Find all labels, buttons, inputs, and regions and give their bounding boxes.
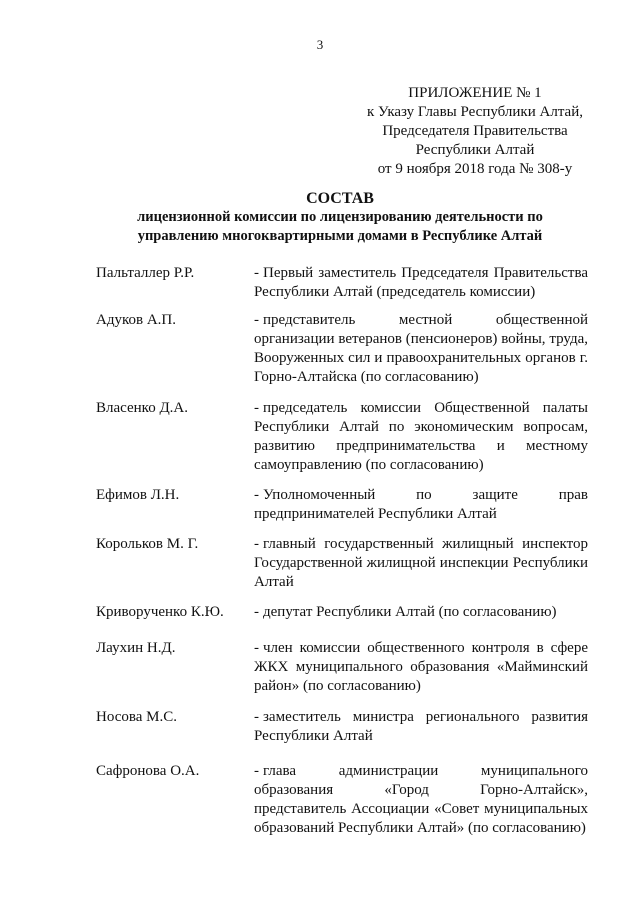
appendix-header — [340, 84, 610, 179]
member-role-text: представитель местной общественной организации ветеранов (пенсионеров) войны, труда, Вооруженных сил и правоохранительных органов г. Горно-Алтайска (по согласованию) — [254, 312, 588, 385]
title-main: СОСТАВ — [306, 190, 374, 207]
appendix-title: ПРИЛОЖЕНИЕ № 1 — [408, 85, 542, 101]
member-role: - председатель комиссии Общественной палаты Республики Алтай по экономическим вопросам, развитию предпринимательства и местному самоуправлению (по согласованию) — [254, 400, 588, 473]
member-role-text: Уполномоченный по защите прав предпринимателей Республики Алтай — [254, 487, 588, 522]
member-role-text: председатель комиссии Общественной палаты Республики Алтай по экономическим вопросам, развитию предпринимательства и местному самоуправлению (по согласованию) — [254, 400, 588, 473]
member-role-text: депутат Республики Алтай (по согласованию) — [263, 604, 557, 620]
page-number: 3 — [316, 37, 324, 52]
member-name: Пальталлер Р.Р. — [96, 265, 195, 281]
title-sub-line-2: управлению многоквартирными домами в Республике Алтай — [137, 228, 543, 244]
member-name: Власенко Д.А. — [96, 400, 189, 416]
member-role-text: главный государственный жилищный инспектор Государственной жилищной инспекции Республики Алтай — [254, 536, 588, 590]
document-title — [100, 189, 580, 246]
member-name: Сафронова О.А. — [96, 763, 200, 779]
member-role: - глава администрации муниципального образования «Город Горно-Алтайск», представитель Ассоциации «Совет муниципальных образований Республики Алтай» (по согласованию) — [254, 763, 588, 836]
title-sub-line-1: лицензионной комиссии по лицензированию деятельности по — [137, 209, 543, 225]
member-role: - член комиссии общественного контроля в сфере ЖКХ муниципального образования «Майминский район» (по согласованию) — [254, 640, 588, 694]
member-role: - Первый заместитель Председателя Правительства Республики Алтай (председатель комиссии) — [254, 265, 588, 300]
member-name: Носова М.С. — [96, 709, 177, 725]
member-name: Ефимов Л.Н. — [96, 487, 180, 503]
appendix-date-line: от 9 ноября 2018 года № 308-у — [377, 161, 573, 177]
appendix-decree-line: к Указу Главы Республики Алтай, — [366, 104, 583, 120]
member-role: - заместитель министра регионального развития Республики Алтай — [254, 709, 588, 744]
member-role: - главный государственный жилищный инспектор Государственной жилищной инспекции Республики Алтай — [254, 536, 588, 590]
member-role: - представитель местной общественной организации ветеранов (пенсионеров) войны, труда, Вооруженных сил и правоохранительных органов г. Горно-Алтайска (по согласованию) — [254, 312, 588, 385]
member-role-text: заместитель министра регионального развития Республики Алтай — [254, 709, 588, 744]
member-role-text: Первый заместитель Председателя Правительства Республики Алтай (председатель комиссии) — [254, 265, 588, 300]
member-role-text: член комиссии общественного контроля в сфере ЖКХ муниципального образования «Майминский район» (по согласованию) — [254, 640, 588, 694]
member-name: Криворученко К.Ю. — [96, 604, 224, 620]
member-name: Корольков М. Г. — [96, 536, 199, 552]
member-role: - Уполномоченный по защите прав предпринимателей Республики Алтай — [254, 487, 588, 522]
member-role: - депутат Республики Алтай (по согласованию) — [254, 604, 557, 620]
member-name: Лаухин Н.Д. — [96, 640, 176, 656]
member-name: Адуков А.П. — [96, 312, 176, 328]
appendix-position-line: Председателя Правительства — [382, 123, 568, 139]
member-role-text: глава администрации муниципального образования «Город Горно-Алтайск», представитель Ассоциации «Совет муниципальных образований Республики Алтай» (по согласованию) — [254, 763, 588, 836]
appendix-region-line: Республики Алтай — [415, 142, 535, 158]
